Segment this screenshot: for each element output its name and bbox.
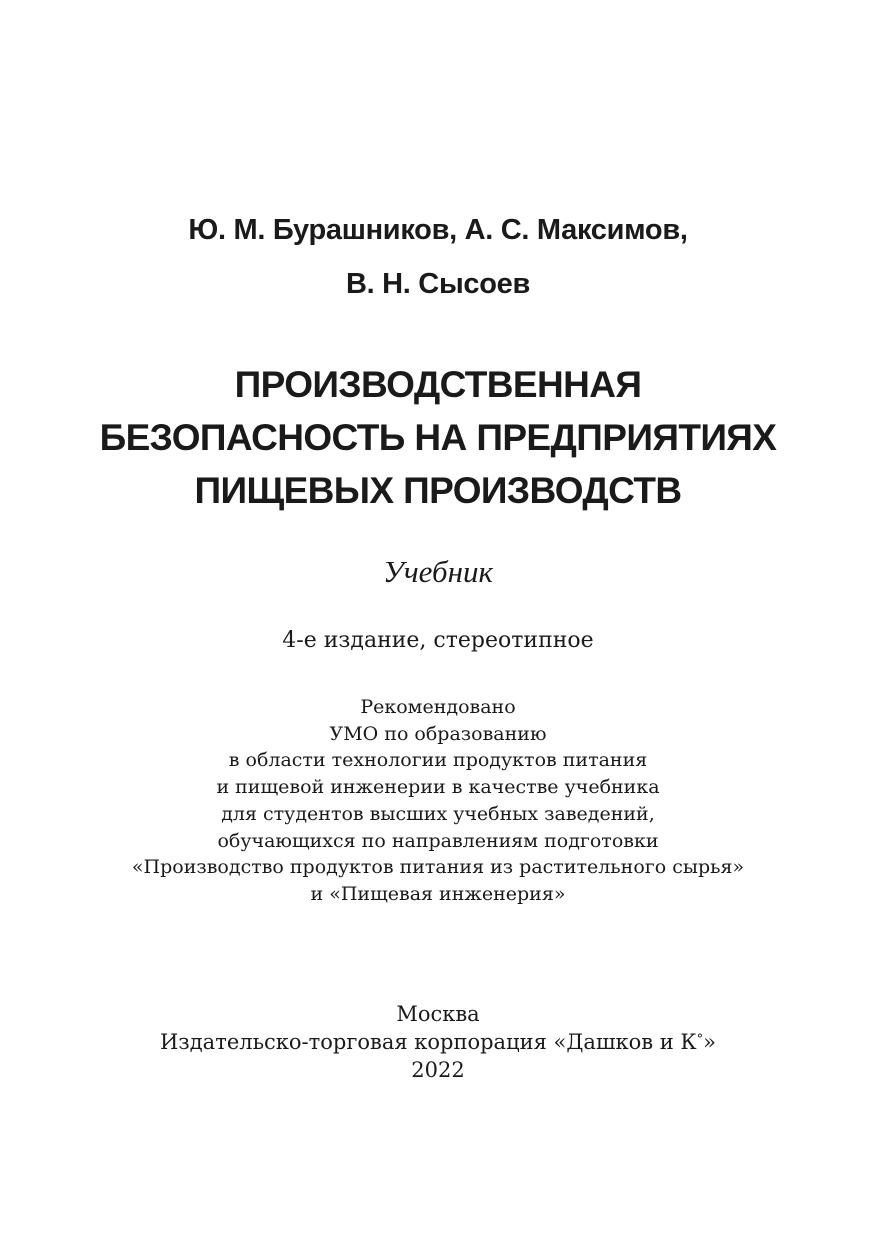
authors-line-2: В. Н. Сысоев [345, 268, 531, 300]
recommendation-line: для студентов высших учебных заведений, [221, 802, 655, 825]
recommendation-line: и пищевой инженерии в качестве учебника [216, 776, 660, 799]
book-title [0, 358, 876, 517]
degree-sign: ° [696, 1032, 704, 1047]
book-title-line: ПИЩЕВЫХ ПРОИЗВОДСТВ [194, 470, 682, 511]
imprint-year: 2022 [411, 1058, 465, 1082]
authors-line-1: Ю. М. Бурашников, А. С. Максимов, [188, 214, 688, 246]
recommendation-line: и «Пищевая инженерия» [310, 882, 566, 905]
edition-label: 4-е издание, стереотипное [282, 628, 594, 653]
book-title-line: ПРОИЗВОДСТВЕННАЯ [234, 364, 642, 405]
genre-label: Учебник [383, 554, 493, 589]
publisher-closing-quote: » [703, 1030, 717, 1054]
recommendation-line: УМО по образованию [329, 722, 547, 745]
imprint-publisher [0, 1028, 876, 1056]
imprint-city: Москва [396, 1002, 480, 1026]
recommendation-line: в области технологии продуктов питания [228, 749, 648, 772]
recommendation-line: обучающихся по направлениям подготовки [217, 829, 659, 852]
book-title-line: БЕЗОПАСНОСТЬ НА ПРЕДПРИЯТИЯХ [99, 417, 777, 458]
recommendation-block [0, 694, 876, 908]
publisher-name: Издательско-торговая корпорация «Дашков и К [159, 1030, 697, 1054]
recommendation-line: Рекомендовано [360, 696, 516, 718]
recommendation-line: «Производство продуктов питания из растительного сырья» [131, 856, 745, 879]
imprint-block [0, 1000, 876, 1084]
